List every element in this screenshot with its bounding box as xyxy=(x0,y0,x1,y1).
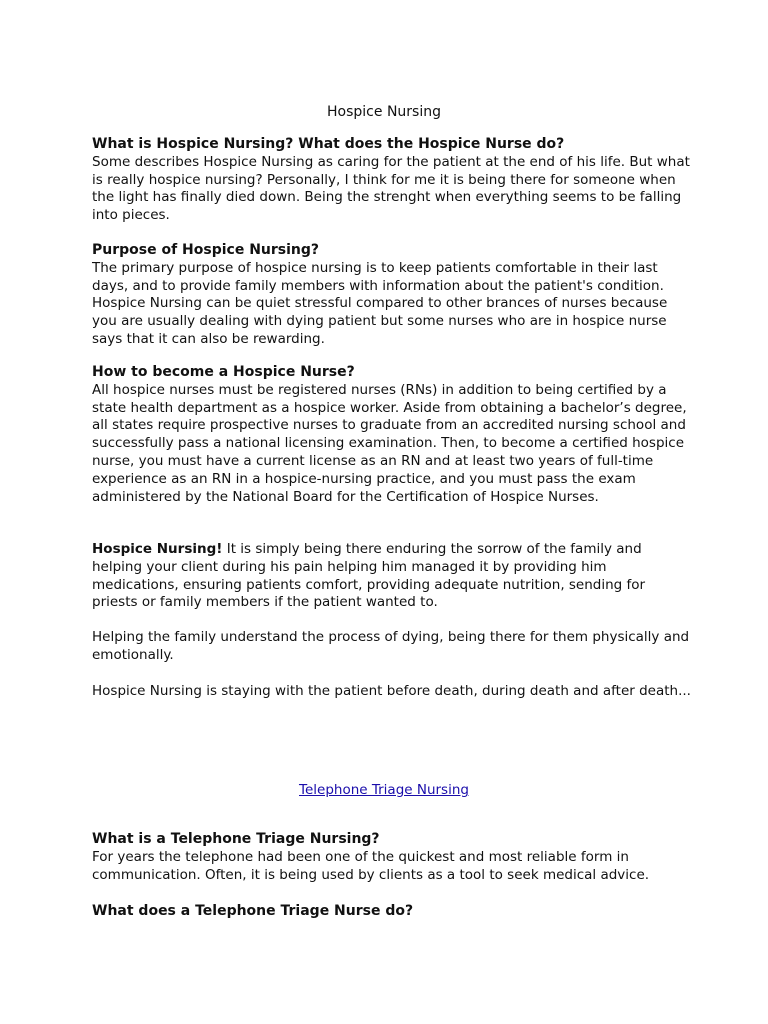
section-telephone-triage xyxy=(92,831,692,884)
section-heading: What is Hospice Nursing? What does the Hospice Nurse do? xyxy=(92,136,565,152)
section-what-is xyxy=(92,136,692,225)
paragraph-text: Hospice Nursing is staying with the patient before death, during death and after death... xyxy=(92,683,691,699)
staying-paragraph xyxy=(92,683,692,701)
section-purpose xyxy=(92,242,692,349)
link-row xyxy=(0,781,768,799)
summary-paragraph xyxy=(92,541,692,612)
section-heading: What does a Telephone Triage Nurse do? xyxy=(92,903,414,919)
summary-lead: Hospice Nursing! xyxy=(92,541,223,557)
paragraph-text: Helping the family understand the process of dying, being there for them physically and emotionally. xyxy=(92,629,690,663)
family-paragraph xyxy=(92,629,692,665)
document-title: Hospice Nursing xyxy=(327,104,441,120)
section-heading: How to become a Hospice Nurse? xyxy=(92,364,355,380)
section-body: All hospice nurses must be registered nurses (RNs) in addition to being certified by a state health department as a hospice worker. Aside from obtaining a bachelor’s degree, all states require prospective nurses to graduate from an accredited nursing school and successfully pass a national licensing examination. Then, to become a certified hospice nurse, you must have a current license as an RN and at least two years of full-time experience as an RN in a hospice-nursing practice, and you must pass the exam administered by the National Board for the Certification of Hospice Nurses. xyxy=(92,381,687,505)
section-heading: What is a Telephone Triage Nursing? xyxy=(92,831,380,847)
section-body: The primary purpose of hospice nursing is to keep patients comfortable in their last days, and to provide family members with information about the patient's condition. Hospice Nursing can be quiet stressful compared to other brances of nurses because you are usually dealing with dying patient but some nurses who are in hospice nurse says that it can also be rewarding. xyxy=(92,259,668,347)
summary-text: It is simply being there enduring the sorrow of the family and helping your client during his pain helping him managed it by providing him medications, ensuring patients comfort, providing adequate nutrition, sending for priests or family members if the patient wanted to. xyxy=(92,541,646,611)
section-triage-nurse-do xyxy=(92,903,692,921)
section-body: For years the telephone had been one of the quickest and most reliable form in communication. Often, it is being used by clients as a tool to seek medical advice. xyxy=(92,848,650,883)
telephone-triage-link[interactable]: Telephone Triage Nursing xyxy=(299,782,469,798)
section-how-to-become xyxy=(92,364,692,506)
section-heading: Purpose of Hospice Nursing? xyxy=(92,242,320,258)
section-body: Some describes Hospice Nursing as caring for the patient at the end of his life. But what is really hospice nursing? Personally, I think for me it is being there for someone when the light has finally died down. Being the strenght when everything seems to be falling into pieces. xyxy=(92,153,690,224)
